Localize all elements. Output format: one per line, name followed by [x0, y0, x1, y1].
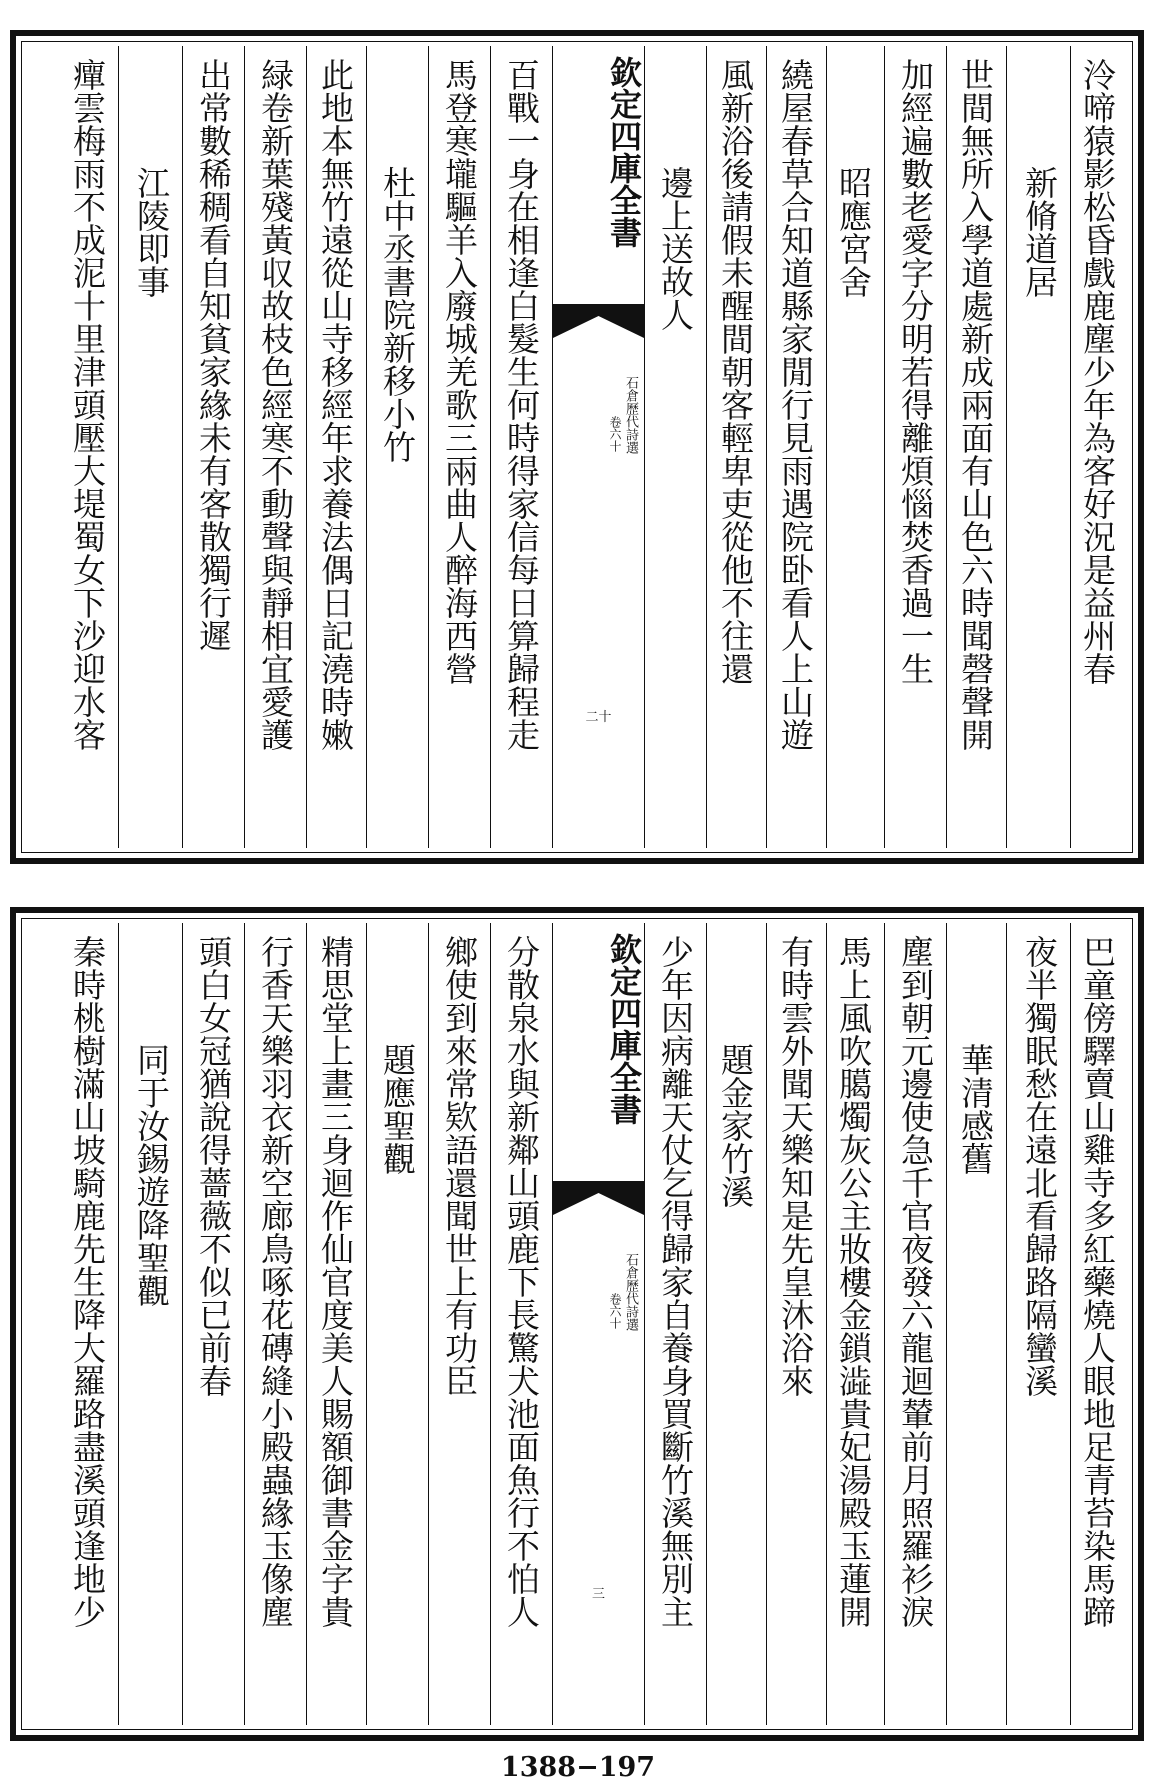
poem-title: 同于汝錫遊降聖觀 — [118, 923, 182, 1725]
text-column: 繞屋春草合知道縣家閒行見雨遇院卧看人上山遊 — [766, 46, 826, 848]
center-fold — [552, 923, 644, 1725]
poem-title: 華清感舊 — [946, 923, 1006, 1725]
center-fold — [552, 46, 644, 848]
bottom-page — [10, 907, 1144, 1741]
poem-title: 江陵即事 — [118, 46, 182, 848]
text-column: 少年因病離天仗乞得歸家自養身買斷竹溪無別主 — [644, 923, 706, 1725]
text-column: 塵到朝元邊使急千官夜發六龍迴輦前月照羅衫淚 — [884, 923, 946, 1725]
text-column: 緑卷新葉殘黃収故枝色經寒不動聲與靜相宜愛護 — [244, 46, 306, 848]
poem-title: 新脩道居 — [1006, 46, 1070, 848]
volume-label: 卷六十 — [608, 416, 622, 452]
page-number: 三 — [591, 1587, 605, 1602]
text-column: 頭白女冠猶說得薔薇不似已前春 — [182, 923, 244, 1725]
bottom-columns — [26, 923, 1128, 1725]
text-column: 風新浴後請假未醒間朝客輕卑吏從他不往還 — [706, 46, 766, 848]
text-column: 巴童傍驛賣山雞寺多紅藥燒人眼地足青苔染馬蹄 — [1070, 923, 1128, 1725]
text-column: 馬上風吹臈燭灰公主妝樓金鎖澁貴妃湯殿玉蓮開 — [826, 923, 884, 1725]
collection-title: 石倉歷代詩選 — [623, 1253, 638, 1331]
text-column: 秦時桃樹滿山坡騎鹿先生降大羅路盡溪頭逢地少 — [68, 935, 107, 1628]
text-column: 分散泉水與新鄰山頭鹿下長驚犬池面魚行不怕人 — [490, 923, 552, 1725]
page-footer-number: 1388−197 — [500, 1752, 656, 1783]
fish-tail-icon — [553, 1181, 644, 1215]
text-column: 加經遍數老愛字分明若得離煩惱焚香過一生 — [884, 46, 946, 848]
top-page — [10, 30, 1144, 864]
poem-title: 題金家竹溪 — [706, 923, 766, 1725]
text-column: 馬登寒壠驅羊入廢城羌歌三兩曲人醉海西營 — [428, 46, 490, 848]
text-column: 出常數稀稠看自知貧家緣未有客散獨行遲 — [182, 46, 244, 848]
poem-title: 邊上送故人 — [644, 46, 706, 848]
page-number: 二十 — [585, 710, 612, 725]
text-column: 百戰一身在相逢白髮生何時得家信每日算歸程走 — [490, 46, 552, 848]
text-column: 有時雲外聞天樂知是先皇沐浴來 — [766, 923, 826, 1725]
text-column: 精思堂上畫三身迴作仙官度美人賜額御書金字貴 — [306, 923, 366, 1725]
text-column: 此地本無竹遠從山寺移經年求養法偶日記澆時嫩 — [306, 46, 366, 848]
text-column: 泠啼猿影松昏戲鹿塵少年為客好況是益州春 — [1070, 46, 1128, 848]
top-columns — [26, 46, 1128, 848]
book-title: 欽定四庫全書 — [605, 933, 643, 1125]
poem-title: 杜中丞書院新移小竹 — [366, 46, 428, 848]
volume-label: 卷六十 — [608, 1293, 622, 1329]
collection-title: 石倉歷代詩選 — [623, 376, 638, 454]
text-column: 行香天樂羽衣新空廊鳥啄花磚縫小殿蟲緣玉像塵 — [244, 923, 306, 1725]
text-column: 鄉使到來常欵語還聞世上有功臣 — [428, 923, 490, 1725]
fish-tail-icon — [553, 304, 644, 338]
text-column: 夜半獨眠愁在遠北看歸路隔蠻溪 — [1006, 923, 1070, 1725]
book-title: 欽定四庫全書 — [605, 56, 643, 248]
poem-title: 昭應宮舍 — [826, 46, 884, 848]
text-column: 癉雲梅雨不成泥十里津頭壓大堤蜀女下沙迎水客 — [68, 58, 107, 751]
poem-title: 題應聖觀 — [366, 923, 428, 1725]
text-column: 世間無所入學道處新成兩面有山色六時聞磬聲開 — [946, 46, 1006, 848]
